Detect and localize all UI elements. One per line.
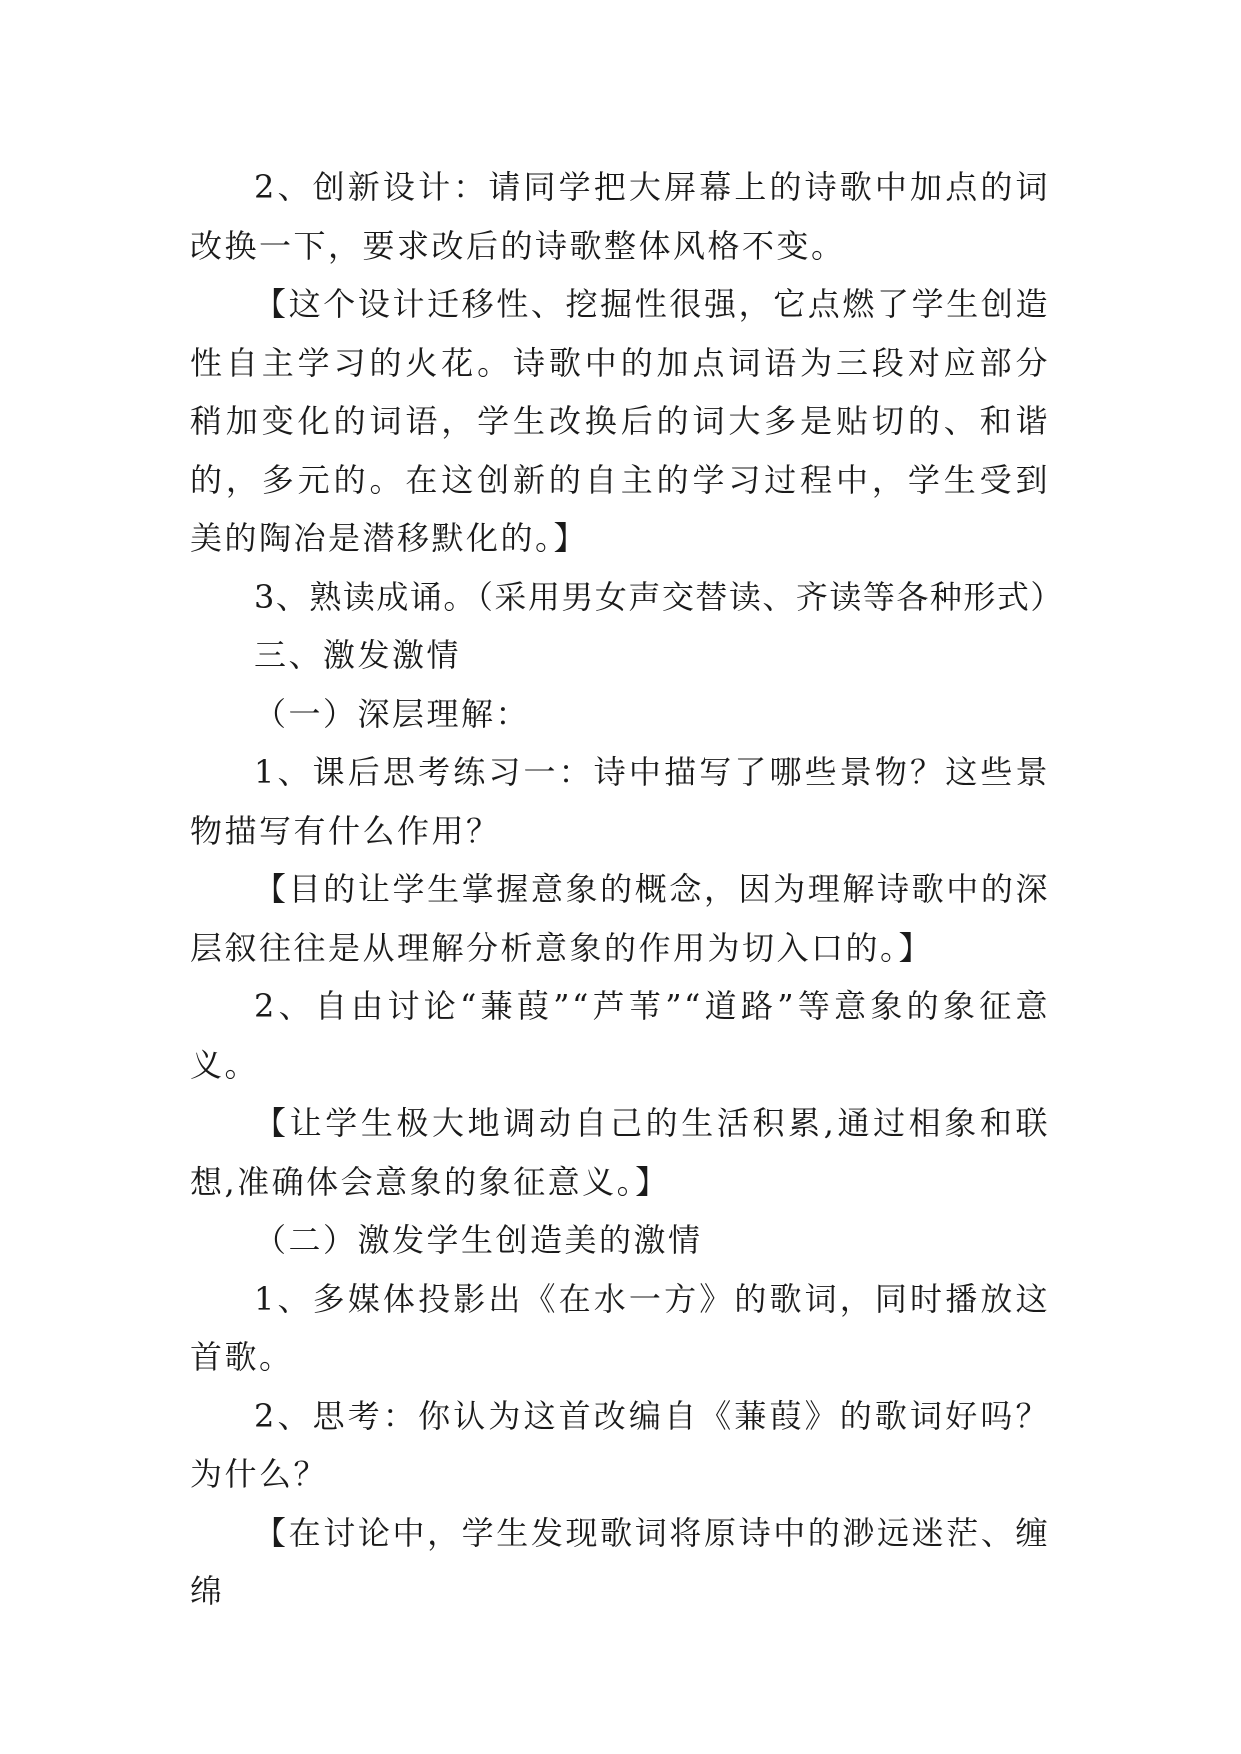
paragraph-innovation-design: 2、创新设计：请同学把大屏幕上的诗歌中加点的词改换一下，要求改后的诗歌整体风格不变。 — [190, 168, 1050, 265]
paragraph-design-comment: 【这个设计迁移性、挖掘性很强，它点燃了学生创造性自主学习的火花。诗歌中的加点词语为三段对应部分稍加变化的词语，学生改换后的词大多是贴切的、和谐的，多元的。在这创新的自主的学习过程中，学生受到美的陶冶是潜移默化的。】 — [190, 285, 1050, 557]
paragraph-discussion-finding: 【在讨论中，学生发现歌词将原诗中的渺远迷茫、缠绵 — [190, 1513, 1050, 1610]
paragraph-recite: 3、熟读成诵。（采用男女声交替读、齐读等各种形式） — [254, 577, 1064, 616]
paragraph-free-discussion: 2、自由讨论“蒹葭”“芦苇”“道路”等意象的象征意义。 — [190, 987, 1050, 1084]
document-body — [190, 158, 1064, 1621]
subsection-heading-inspire-creation: （二）激发学生创造美的激情 — [254, 1221, 703, 1259]
subsection-heading-deep-understanding: （一）深层理解： — [254, 694, 531, 733]
paragraph-think-lyrics: 2、思考：你认为这首改编自《蒹葭》的歌词好吗？为什么？ — [190, 1396, 1050, 1493]
section-heading-inspire: 三、激发激情 — [254, 636, 462, 674]
paragraph-imagery-purpose: 【目的让学生掌握意象的概念，因为理解诗歌中的深层叙往往是从理解分析意象的作用为切入口的。】 — [190, 870, 1050, 967]
paragraph-multimedia-lyrics: 1、多媒体投影出《在水一方》的歌词，同时播放这首歌。 — [190, 1279, 1050, 1376]
paragraph-exercise-one: 1、课后思考练习一：诗中描写了哪些景物？这些景物描写有什么作用？ — [190, 753, 1050, 850]
paragraph-discussion-comment: 【让学生极大地调动自己的生活积累,通过相象和联想,准确体会意象的象征意义。】 — [190, 1104, 1050, 1201]
